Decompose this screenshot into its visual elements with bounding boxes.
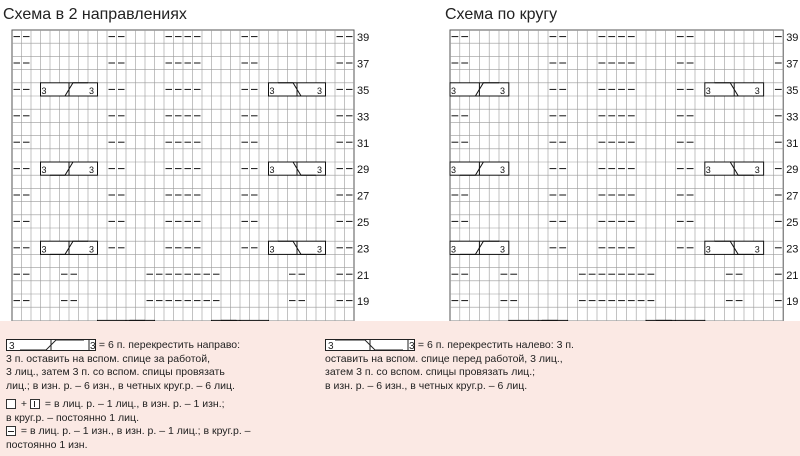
cable-cross [269,162,326,175]
cable-cross [705,241,764,254]
cable-cross [41,162,98,175]
row-label: 35 [786,85,799,97]
cable-number: 3 [269,165,275,176]
legend-cross-right-line1: = 6 п. перекрестить направо: [98,339,241,351]
legend-purl [6,425,251,452]
row-label: 31 [786,137,799,150]
row-label: 19 [357,296,370,309]
cable-cross [705,162,764,175]
cable-number: 3 [317,86,323,96]
row-label: 23 [786,243,799,256]
row-label: 23 [357,243,370,256]
cable-cross [269,83,326,96]
cross-right-number-end: 3 [90,341,96,352]
cable-number: 3 [705,86,711,96]
vertical-bar-square-icon [30,399,40,409]
legend-knit-line1: = в лиц. р. – 1 лиц., в изн. р. – 1 изн.; [44,398,225,410]
cable-number: 3 [89,165,95,176]
row-label: 31 [357,137,370,150]
legend-cross-left [325,339,574,393]
row-label: 33 [786,111,799,124]
legend-knit [6,398,225,425]
cable-number: 3 [269,86,275,96]
cable-number: 3 [317,244,323,255]
legend-cross-right-line4: лиц.; в изн. р. – 6 изн., в четных круг.р. – 6 лиц. [6,379,235,392]
cable-cross [450,83,509,96]
cable-number: 3 [41,244,47,255]
cable-number: 3 [754,244,760,255]
row-label: 37 [786,58,799,71]
row-label: 35 [357,85,370,97]
cable-number: 3 [89,86,95,96]
legend-cross-left-line3: затем 3 п. со вспом. спицы провязать лиц.; [325,366,536,378]
legend-purl-line1: = в лиц. р. – 1 изн., в изн. р. – 1 лиц.; в круг.р. – [20,425,251,437]
cable-number: 3 [500,165,506,176]
cable-cross [41,83,98,96]
row-label: 19 [786,296,799,309]
cable-number: 3 [269,244,275,255]
row-label: 29 [786,164,799,177]
cable-number: 3 [500,86,506,96]
row-label: 39 [786,32,799,45]
legend-purl-line2: постоянно 1 изн. [6,438,88,451]
cable-number: 3 [41,86,47,96]
cable-number: 3 [451,165,457,176]
cable-cross [41,241,98,254]
cable-number: 3 [41,165,47,176]
right-chart-title: Схема по кругу [445,6,558,23]
cross-left-symbol-icon [325,339,415,351]
cable-number: 3 [451,244,457,255]
cable-cross [705,83,764,96]
row-label: 27 [357,190,370,203]
cable-number: 3 [754,86,760,96]
legend-cross-right-line2: 3 п. оставить на вспом. спице за работой, [6,352,211,365]
empty-square-icon [6,399,16,409]
legend-panel [0,321,800,456]
cross-left-number-end: 3 [409,341,415,352]
row-label: 37 [357,58,370,71]
row-label: 27 [786,190,799,203]
row-label: 25 [786,217,799,229]
legend-knit-line2: в круг.р. – постоянно 1 лиц. [6,411,139,424]
cable-number: 3 [705,165,711,176]
row-label: 21 [357,269,370,282]
cable-cross [450,241,509,254]
cable-number: 3 [754,165,760,176]
left-chart [0,0,380,321]
cable-number: 3 [89,244,95,255]
cross-left-number: 3 [328,341,334,352]
cable-cross [450,162,509,175]
legend-cross-left-line2: оставить на вспом. спице перед работой, 3 лиц., [325,352,563,365]
cross-right-symbol-icon [6,339,96,351]
legend-cross-right [6,339,240,393]
dash-square-icon [6,426,16,436]
cable-number: 3 [500,244,506,255]
row-label: 29 [357,164,370,177]
cable-number: 3 [451,86,457,96]
cable-number: 3 [317,165,323,176]
legend-cross-left-line4: в изн. р. – 6 изн., в четных круг.р. – 6 лиц. [325,379,528,392]
row-label: 33 [357,111,370,124]
cable-number: 3 [705,244,711,255]
legend-knit-plus: + [20,398,28,410]
legend-cross-right-line3: 3 лиц., затем 3 п. со вспом. спицы провязать [6,366,225,378]
legend-cross-left-line1: = 6 п. перекрестить налево: 3 п. [417,339,574,351]
cross-right-number: 3 [9,341,15,352]
row-label: 25 [357,217,370,229]
right-chart [440,0,800,321]
cable-cross [269,241,326,254]
row-label: 39 [357,32,370,45]
row-label: 21 [786,269,799,282]
left-chart-title: Схема в 2 направлениях [3,6,187,23]
